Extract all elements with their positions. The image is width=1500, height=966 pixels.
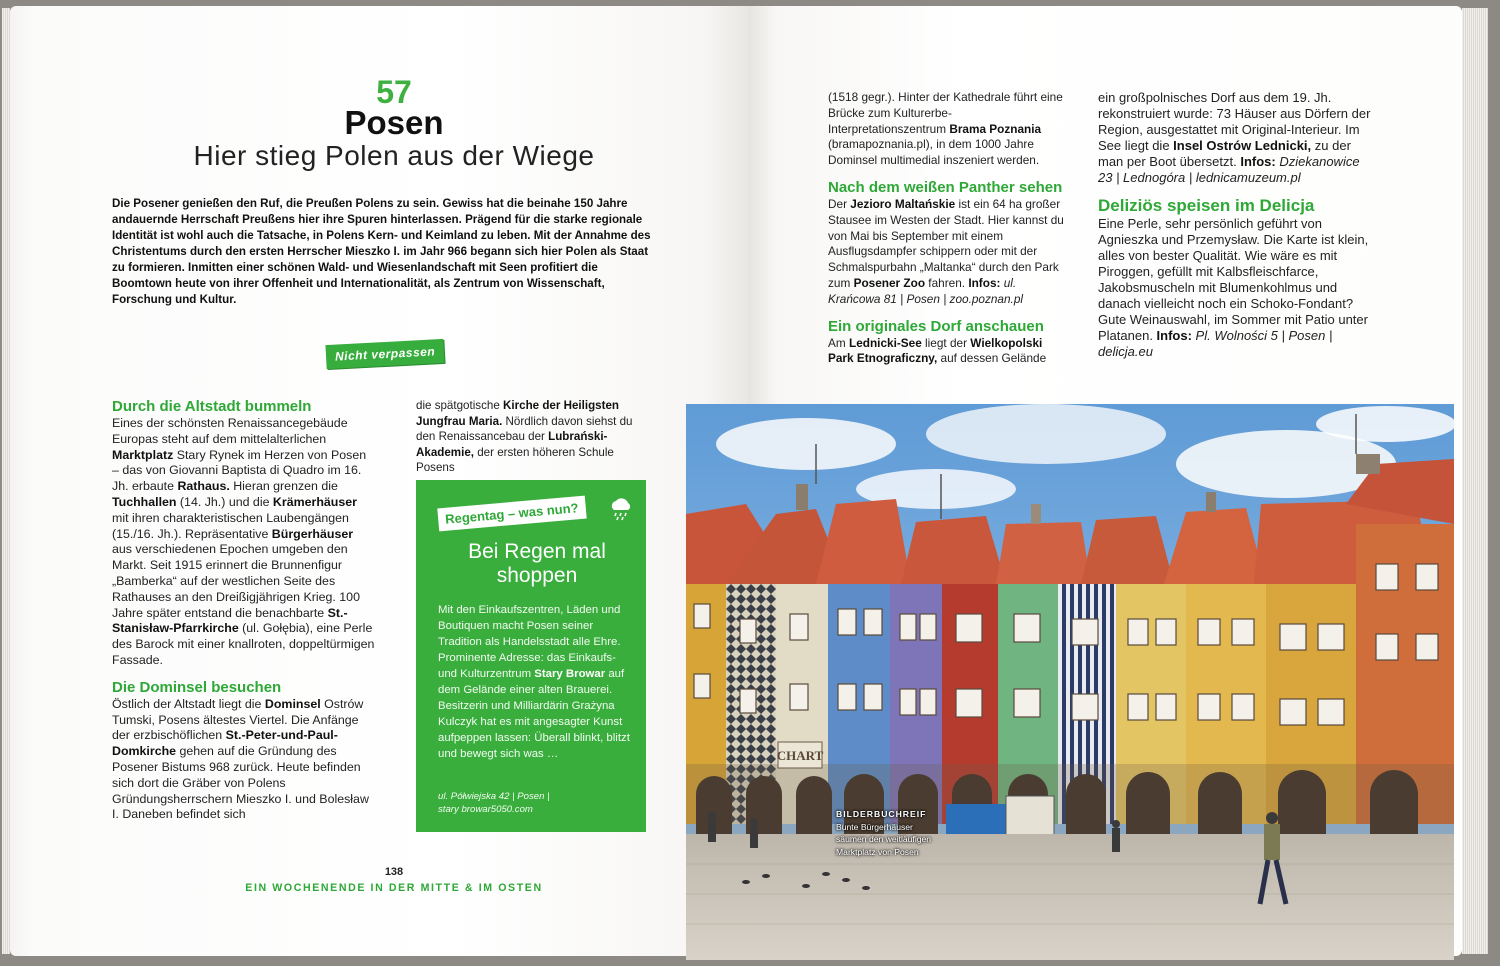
caption-line: Marktplatz von Posen: [836, 846, 919, 857]
section-heading-altstadt: Durch die Altstadt bummeln: [112, 398, 312, 415]
caption-line: säumen den weitläufigen: [836, 834, 932, 844]
caption-title: BILDERBUCHREIF: [836, 809, 927, 819]
page-title: Posen: [344, 104, 444, 141]
page-stack-right: [1462, 8, 1488, 954]
section-text-continued: die spätgotische Kirche der Heiligsten Jungfrau Maria. Nördlich davon siehst du den Renaissancebau der Lubrański-Akademie, der ersten höheren Schule Posens: [416, 399, 633, 475]
section-heading-panther: Nach dem weißen Panther sehen: [828, 178, 1063, 196]
section-heading-dorf: Ein originales Dorf anschauen: [828, 317, 1044, 335]
page-number: 138: [384, 866, 404, 878]
intro-paragraph: Die Posener genießen den Ruf, die Preußen Polens zu sein. Gewiss hat die beinahe 150 Jahre andauernde Herrschaft Preußens hier ihre Spuren hinterlassen. Prägend für die starke regionale Identität ist wohl auch die Tatsache, in Polens Kern- und Keimland zu leben. Mit der Annahme des Christentums durch den ersten Herrscher Mieszko I. im Jahr 966 begann sich hier Polen als Staat zu formieren. Inmitten einer schönen Wald- und Wiesenlandschaft mit Seen profitiert die Boomtown heute von ihrer Offenheit und Internationalität, als Zentrum von Wissenschaft, Forschung und Kultur.: [112, 197, 651, 306]
rainy-day-text: Mit den Einkaufszentren, Läden und Boutiquen macht Posen seiner Tradition als Handelsstadt alle Ehre. Prominente Adresse: das Einkaufs- und Kulturzentrum Stary Browar auf dem Gelände einer alten Brauerei. Besitzerin und Milliardärin Grażyna Kulczyk hat es mit angesagter Kunst aufpeppen lassen: Überall blinkt, blitzt und bewegt sich was …: [438, 604, 630, 760]
page-subtitle: Hier stieg Polen aus der Wiege: [193, 140, 595, 171]
rainy-day-address: ul. Półwiejska 42 | Posen | stary browar5050.com: [438, 791, 550, 815]
caption-line: Bunte Bürgerhäuser: [836, 821, 913, 832]
brama-text: (1518 gegr.). Hinter der Kathedrale führt eine Brücke zum Kulturerbe-Interpretationszentrum Brama Poznania (bramapoznania.pl), in dem 1000 Jahre Dominsel multimedial inszeniert werden.: [828, 90, 1063, 168]
section-heading-delicja: Deliziös speisen im Delicja: [1098, 196, 1315, 215]
right-column-2: [1098, 90, 1374, 360]
chapter-number: 57: [376, 74, 412, 110]
right-column-1: [828, 90, 1064, 367]
section-heading-dominsel: Die Dominsel besuchen: [112, 678, 282, 696]
rainy-day-heading: Bei Regen mal shoppen: [468, 540, 606, 587]
running-footer: EIN WOCHENENDE IN DER MITTE & IM OSTEN: [245, 882, 543, 894]
market-square-photo: [686, 404, 1454, 960]
shop-sign: CHART: [776, 748, 824, 763]
rainy-day-box: [416, 480, 646, 832]
rainy-day-tag: Regentag – was nun?: [437, 496, 586, 532]
section-text-dorf: Am Lednicki-See liegt der Wielkopolski Park Etnograficzny, auf dessen Gelände: [828, 335, 1047, 366]
houses-illustration: [686, 404, 1454, 960]
photo-caption: [836, 808, 948, 858]
section-text-dominsel: Östlich der Altstadt liegt die Dominsel Ostrów Tumski, Posens ältestes Viertel. Die Anfänge der erzbischöflichen St.-Peter-und-Paul-Domkirche gehen auf die Gründung des Posener Bistums 968 zurück. Heute befinden sich dort die Gräber von Polens Gründungsherrschern Mieszko I. und Bolesław I. Daneben befindet sich: [112, 696, 369, 822]
section-text-altstadt: Eines der schönsten Renaissancegebäude Europas steht auf dem mittelalterlichen Marktplatz Stary Rynek im Herzen von Posen – das von Giovanni Baptista di Quadro im 16. Jh. erbaute Rathaus. Hieran grenzen die Tuchhallen (14. Jh.) und die Krämerhäuser mit ihren charakteristischen Laubengängen (15./16. Jh.). Repräsentative Bürgerhäuser aus verschiedenen Epochen umgeben den Markt. Seit 1915 erinnert die Brunnenfigur „Bamberka“ auf der westlichen Seite des Rathauses an den Dreißigjährigen Krieg. 100 Jahre später entstand die benachbarte St.-Stanisław-Pfarrkirche (ul. Gołębia), eine Perle des Barock mit einer knallroten, doppeltürmigen Fassade.: [112, 416, 375, 667]
not-to-miss-stamp: Nicht verpassen: [325, 339, 444, 369]
left-column-2: [416, 398, 652, 476]
left-column-1: [112, 398, 376, 823]
rain-cloud-icon: [608, 496, 634, 522]
section-text-panther: Der Jezioro Maltańskie ist ein 64 ha großer Stausee im Westen der Stadt. Hier kannst du von Mai bis September mit einem Ausflugsdampfer schippern oder mit der Schmalspurbahn „Maltanka“ durch den Park zum Posener Zoo fahren. Infos: ul. Krańcowa 81 | Posen | zoo.poznan.pl: [828, 196, 1064, 306]
dorf-text-continued: ein großpolnisches Dorf aus dem 19. Jh. rekonstruiert wurde: 73 Häuser aus Dörfern der Region, ausgestattet mit Original-Interieur. Im See liegt die Insel Ostrów Lednicki, zu der man per Boot übersetzt. Infos: Dziekanowice 23 | Lednogóra | lednicamuzeum.pl: [1098, 90, 1371, 185]
section-text-delicja: Eine Perle, sehr persönlich geführt von Agnieszka und Przemysław. Die Karte ist klein, alles von bester Qualität. Wie wäre es mit Piroggen, gefüllt mit Kalbsfleischfarce, Jakobsmuscheln mit Blumenkohlmus und danach vielleicht noch ein Schoko-Fondant? Gute Weinauswahl, im Sommer mit Patio unter Platanen. Infos: Pl. Wolności 5 | Posen | delicja.eu: [1098, 216, 1369, 359]
